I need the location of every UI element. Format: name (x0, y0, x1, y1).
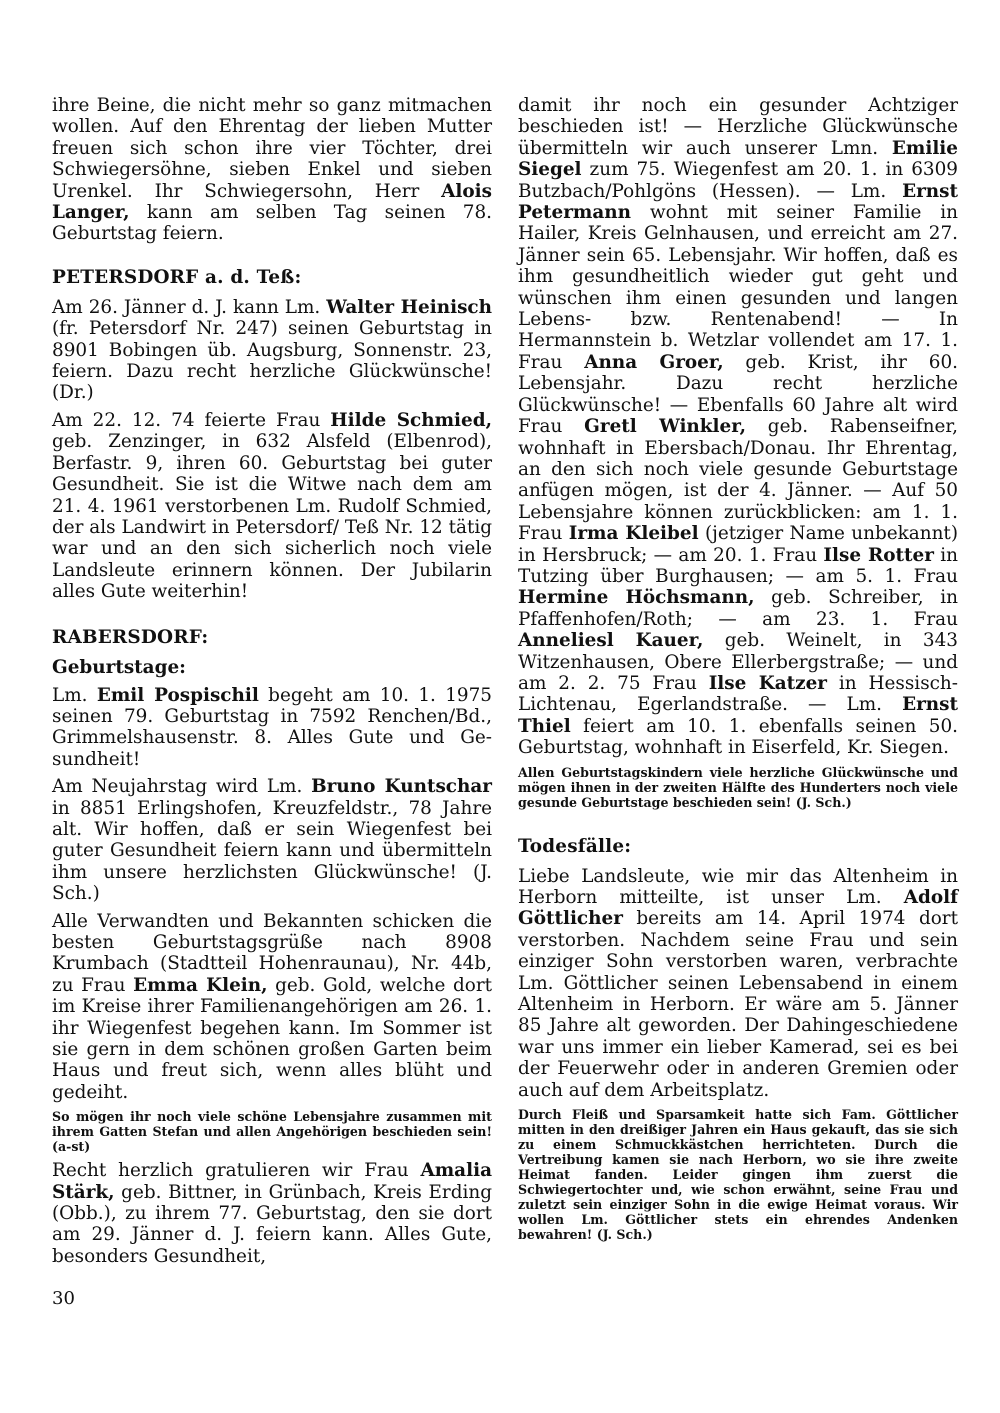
paragraph-intro: ihre Beine, die nicht mehr so ganz mitmachen wollen. Auf den Ehrentag der lieben Mutter freuen sich schon ihre vier Töchter, drei Schwiegersöhne, sieben Enkel und sieben Urenkel. Ihr Schwiegersohn, Herr Alois Langer, kann am selben Tag seinen 78. Geburtstag feiern. (52, 95, 492, 245)
paragraph-pospischil: Lm. Emil Pospischil begeht am 10. 1. 1975 seinen 79. Geburtstag in 7592 Renchen/Bd., Grimmelshausenstr. 8. Alles Gute und Gesundheit! (52, 684, 493, 770)
bold-name: Hermine Höchsmann, (518, 587, 755, 609)
subheading-geburtstage: Geburtstage: (52, 656, 186, 678)
bold-name: Ilse Katzer (708, 672, 828, 694)
bold-name: Emil Pospischil (96, 684, 259, 706)
paragraph-schmied: Am 22. 12. 74 feierte Frau Hilde Schmied, geb. Zenzinger, in 632 Alsfeld (Elbenrod), Berfastr. 9, ihren 60. Geburtstag bei guter Gesundheit. Sie ist die Witwe nach dem am 21. 4. 1961 verstorbenen Lm. Rudolf Schmied, der als Landwirt in Petersdorf/ Teß Nr. 12 tätig war und an den sich sicherlich noch viele Landsleute erinnern können. Der Jubilarin alles Gute weiterhin! (52, 409, 492, 603)
bold-name: Anna Groer, (584, 351, 724, 373)
bold-name: Hilde Schmied, (330, 409, 492, 431)
bold-name: Gretl Winkler, (584, 416, 746, 438)
small-note-klein: So mögen ihr noch viele schöne Lebensjahre zusammen mit ihrem Gatten Stefan und allen Angehörigen beschieden sein! (a-st) (52, 1109, 492, 1155)
paragraph-heinisch: Am 26. Jänner d. J. kann Lm. Walter Heinisch (fr. Petersdorf Nr. 247) seinen Geburtstag in 8901 Bobingen üb. Augsburg, Sonnenstr. 23, feiern. Dazu recht herzliche Glückwünsche! (Dr.) (52, 296, 492, 404)
page-number: 30 (52, 1288, 75, 1309)
section-heading-rabersdorf: RABERSDORF: (52, 626, 209, 648)
bold-name: Emilie Siegel (518, 137, 958, 181)
paragraph-klein: Alle Verwandten und Bekannten schicken die besten Geburtstagsgrüße nach 8908 Krumbach (Stadtteil Hohenraunau), Nr. 44b, zu Frau Emma Klein, geb. Gold, welche dort im Kreise ihrer Familienangehörigen am 26. 1. ihr Wiegenfest begehen kann. Im Sommer ist sie gern in dem schönen großen Garten beim Haus und freut sich, wenn alles blüht und gedeiht. (52, 910, 493, 1103)
bold-name: Emma Klein, (133, 974, 268, 996)
bold-name: Bruno Kuntschar (311, 776, 492, 798)
bold-name: Anneliesl Kauer, (518, 630, 704, 652)
bold-name: Ernst Petermann (518, 180, 958, 224)
small-note-birthdays: Allen Geburtstagskindern viele herzliche Glückwünsche und mögen ihnen in der zweiten Hälfte des Hunderters noch viele gesunde Geburtstage beschieden sein! (J. Sch.) (518, 764, 958, 810)
paragraph-goettlicher: Liebe Landsleute, wie mir das Altenheim in Herborn mitteilte, ist unser Lm. Adolf Göttlicher bereits am 14. April 1974 dort verstorben. Nachdem seine Frau und sein einziger Sohn verstorben waren, verbrachte Lm. Göttlicher seinen Lebensabend in einem Altenheim in Herborn. Er wäre am 5. Jänner 85 Jahre alt geworden. Der Dahingeschiedene war uns immer ein lieber Kamerad, sei es bei der Feuerwehr oder in anderen Gremien oder auch auf dem Arbeitsplatz. (518, 865, 958, 1101)
right-column (518, 95, 958, 1248)
paragraph-birthdays: damit ihr noch ein gesunder Achtziger beschieden ist! — Herzliche Glückwünsche übermitteln wir auch unserer Lmn. Emilie Siegel zum 75. Wiegenfest am 20. 1. in 6309 Butzbach/Pohlgöns (Hessen). — Lm. Ernst Petermann wohnt mit seiner Familie in Hailer, Kreis Gelnhausen, und erreicht am 27. Jänner sein 65. Lebensjahr. Wir hoffen, daß es ihm gesundheitlich wieder gut geht und wünschen ihm einen gesunden und langen Lebens- bzw. Rentenabend! — In Hermannstein b. Wetzlar vollendet am 17. 1. Frau Anna Groer, geb. Krist, ihr 60. Lebensjahr. Dazu recht herzliche Glückwünsche! — Ebenfalls 60 Jahre alt wird Frau Gretl Winkler, geb. Rabenseifner, wohnhaft in Ebersbach/Donau. Ihr Ehrentag, an den sich noch viele gesunde Geburtstage anfügen mögen, ist der 4. Jänner. — Auf 50 Lebensjahre können zurückblicken: am 1. 1. Frau Irma Kleibel (jetziger Name unbekannt) in Hersbruck; — am 20. 1. Frau Ilse Rotter in Tutzing über Burghausen; — am 5. 1. Frau Hermine Höchsmann, geb. Schreiber, in Pfaffenhofen/Roth; — am 23. 1. Frau Anneliesl Kauer, geb. Weinelt, in 343 Witzenhausen, Obere Ellerbergstraße; — und am 2. 2. 75 Frau Ilse Katzer in Hessisch-Lichtenau, Egerlandstraße. — Lm. Ernst Thiel feiert am 10. 1. ebenfalls seinen 50. Geburtstag, wohnhaft in Eiserfeld, Kr. Siegen. (518, 95, 959, 759)
bold-name: Ernst Thiel (518, 694, 958, 737)
section-heading-todesfaelle: Todesfälle: (518, 835, 632, 857)
bold-name: Amalia Stärk, (52, 1160, 492, 1203)
small-note-goettlicher: Durch Fleiß und Sparsamkeit hatte sich Fam. Göttlicher mitten in den dreißiger Jahren ein Haus gekauft, das sie sich zu einem Schmuckkästchen herrichteten. Durch die Vertreibung kamen sie nach Herborn, wo sie ihre zweite Heimat fanden. Leider gingen ihm zuerst die Schwiegertochter und, wie schon erwähnt, seine Frau und zuletzt sein einziger Sohn in die ewige Heimat voraus. Wir wollen Lm. Göttlicher stets ein ehrendes Andenken bewahren! (J. Sch.) (518, 1107, 958, 1243)
bold-name: Ilse Rotter (823, 544, 934, 566)
paragraph-kuntschar: Am Neujahrstag wird Lm. Bruno Kuntschar in 8851 Erlingshofen, Kreuzfeldstr., 78 Jahre alt. Wir hoffen, daß er sein Wiegenfest bei guter Gesundheit feiern kann und übermitteln ihm unsere herzlichsten Glückwünsche! (J. Sch.) (52, 776, 492, 905)
paragraph-staerk: Recht herzlich gratulieren wir Frau Amalia Stärk, geb. Bittner, in Grünbach, Kreis Erding (Obb.), zu ihrem 77. Geburtstag, den sie dort am 29. Jänner d. J. feiern kann. Alles Gute, besonders Gesundheit, (52, 1160, 492, 1267)
section-heading-petersdorf: PETERSDORF a. d. Teß: (52, 266, 302, 288)
bold-name: Adolf Göttlicher (518, 887, 958, 930)
bold-name: Irma Kleibel (568, 523, 699, 545)
bold-name: Walter Heinisch (326, 296, 492, 318)
bold-name: Alois Langer, (52, 180, 492, 224)
left-column (52, 95, 492, 1273)
